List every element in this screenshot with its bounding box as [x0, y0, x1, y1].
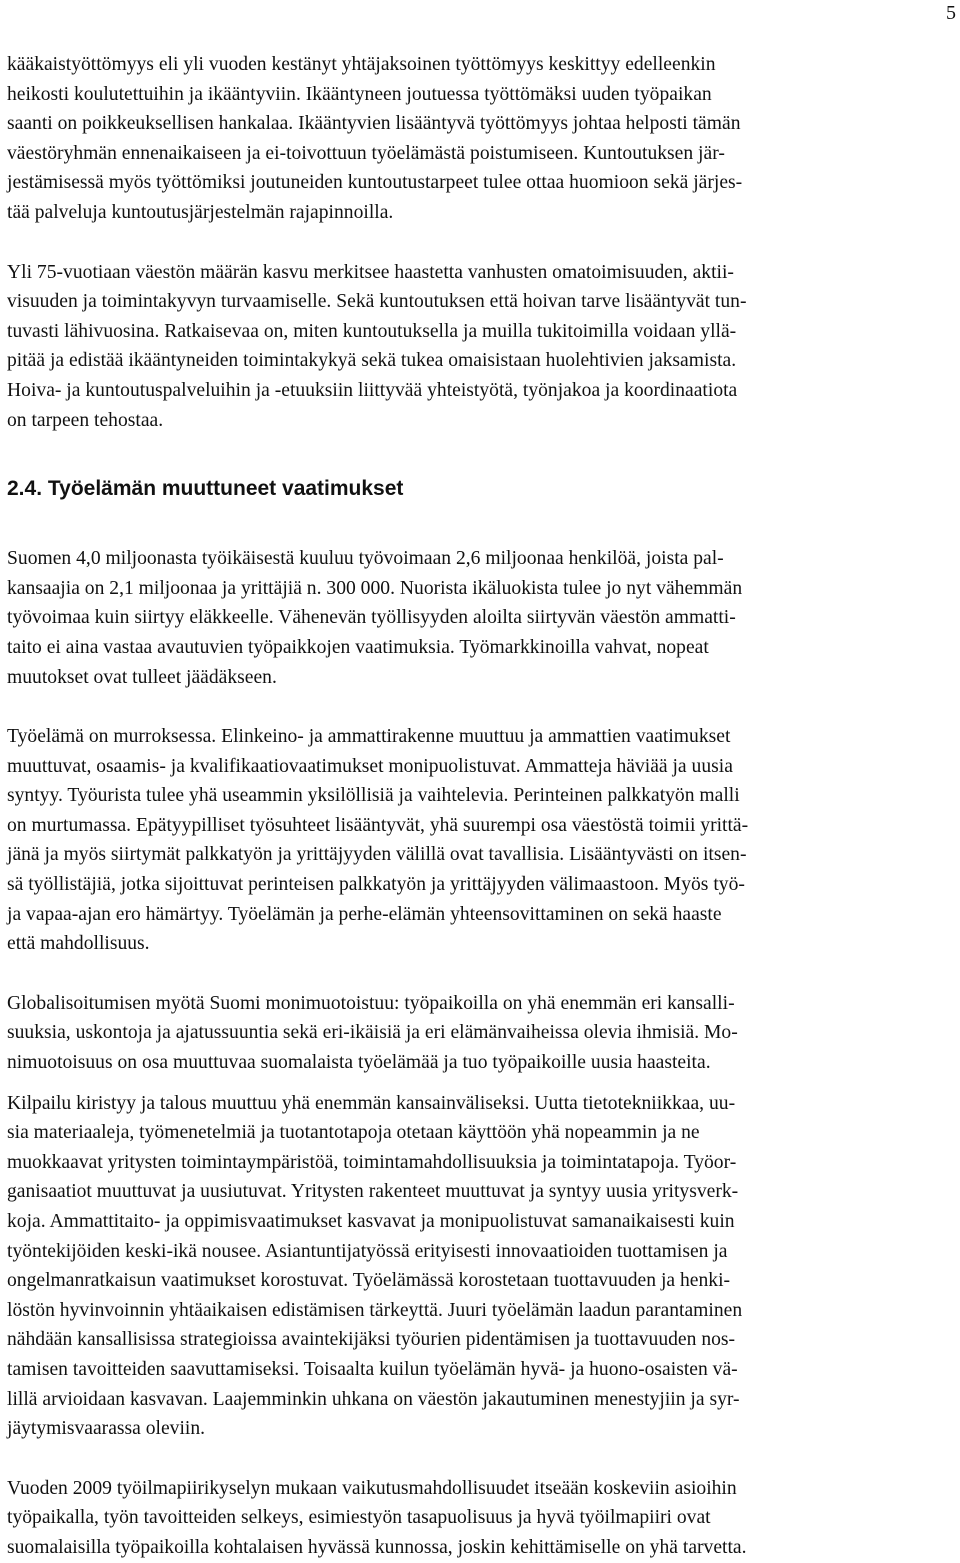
section-heading: [7, 475, 953, 503]
paragraph-work-climate-survey: Vuoden 2009 työilmapiirikyselyn mukaan vaikutusmahdollisuudet itseään koskeviin asioihin työpaikalla, työn tavoitteiden selkeys, esimiestyön tasapuolisuus ja hyvä työilmapiiri ovat suomalaisilla työpaikoilla kohtalaisen hyvässä kunnossa, joskin kehittämiselle on yhä tarvetta.: [7, 1477, 747, 1558]
paragraph-competition: Kilpailu kiristyy ja talous muuttuu yhä enemmän kansainväliseksi. Uutta tietotekniikkaa, uu- sia materiaaleja, työmenetelmiä ja tuotantotapoja otetaan käyttöön yhä nopeammin ja ne muokkaavat yritysten toimintaympäristöä, toimintamahdollisuuksia ja toimintatapoja. Työor- ganisaatiot muuttuvat ja uusiutuvat. Yritysten rakenteet muuttuvat ja syntyy uusia yritysverk- koja. Ammattitaito- ja oppimisvaatimukset kasvavat ja monipuolistuvat samanaikaisesti kuin työntekijöiden keski-ikä nousee. Asiantuntijatyössä erityisesti innovaatioiden tuottamisen ja ongelmanratkaisun vaatimukset korostuvat. Työelämässä korostetaan tuottavuuden ja henki- löstön hyvinvoinnin yhtäaikaisen edistämisen tärkeyttä. Juuri työelämän laadun parantaminen nähdään kansallisissa strategioissa avaintekijäksi työurien pidentämisen ja tuottavuuden nos- tamisen tavoitteiden saavuttamiseksi. Toisaalta kuilun työelämän hyvä- ja huono-osaisten vä- lillä arvioidaan kasvavan. Laajemminkin uhkana on väestön jakautuminen menestyjiin ja syr- jäytymisvaarassa oleviin.: [7, 1092, 743, 1440]
document-body: [7, 50, 953, 1563]
page-number: 5: [946, 2, 956, 24]
paragraph-unemployment: kääkaistyöttömyys eli yli vuoden kestänyt yhtäjaksoinen työttömyys keskittyy edelleenkin heikosti koulutettuihin ja ikääntyviin. Ikääntyneen joutuessa työttömäksi uuden työpaikan saanti on poikkeuksellisen hankalaa. Ikääntyvien lisääntyvä työttömyys johtaa helposti tämän väestöryhmän ennenaikaiseen ja ei-toivottuun työelämästä poistumiseen. Kuntoutuksen jär- jestämisessä myös työttömiksi joutuneiden kuntoutustarpeet tulee ottaa huomioon sekä järjes- tää palveluja kuntoutusjärjestelmän rajapinnoilla.: [7, 54, 743, 223]
section-number: 2.4.: [7, 477, 43, 501]
paragraph-elderly-population: Yli 75-vuotiaan väestön määrän kasvu merkitsee haastetta vanhusten omatoimisuuden, aktii- visuuden ja toimintakyvyn turvaamiselle. Sekä kuntoutuksen että hoivan tarve lisääntyvät tun- tuvasti lähivuosina. Ratkaisevaa on, miten kuntoutuksella ja muilla tukitoimilla voidaan yllä- pitää ja edistää ikääntyneiden toimintakykyä sekä tukea omaisistaan huolehtivien jaksamista. Hoiva- ja kuntoutuspalveluihin ja -etuuksiin liittyvää yhteistyötä, työnjakoa ja koordinaatiota on tarpeen tehostaa.: [7, 261, 747, 431]
paragraph-globalisation: Globalisoitumisen myötä Suomi monimuotoistuu: työpaikoilla on yhä enemmän eri kansalli- suuksia, uskontoja ja ajatussuuntia sekä eri-ikäisiä ja eri elämänvaiheissa olevia ihmisiä. Mo- nimuotoisuus on osa muuttuvaa suomalaista työelämää ja tuo työpaikoille uusia haasteita.: [7, 992, 738, 1074]
paragraph-workforce: Suomen 4,0 miljoonasta työikäisestä kuuluu työvoimaan 2,6 miljoonaa henkilöä, joista pal- kansaajia on 2,1 miljoonaa ja yrittäjiä n. 300 000. Nuorista ikäluokista tulee jo nyt vähemmän työvoimaa kuin siirtyy eläkkeelle. Vähenevän työllisyyden aloilta siirtyvän väestön ammatti- taito ei aina vastaa avautuvien työpaikkojen vaatimuksia. Työmarkkinoilla vahvat, nopeat muutokset ovat tulleet jäädäkseen.: [7, 548, 743, 688]
paragraph-working-life-change: Työelämä on murroksessa. Elinkeino- ja ammattirakenne muuttuu ja ammattien vaatimukset muuttuvat, osaamis- ja kvalifikaatiovaatimukset monipuolistuvat. Ammatteja häviää ja uusia syntyy. Työurista tulee yhä useammin yksilöllisiä ja vaihtelevia. Perinteinen palkkatyön malli on murtumassa. Epätyypilliset työsuhteet lisääntyvät, yhä suurempi osa väestöstä toimii yrittä- jänä ja myös siirtymät palkkatyön ja yrittäjyyden välillä ovat tavallisia. Lisääntyvästi on itsen- sä työllistäjiä, jotka sijoittuvat perinteisen palkkatyön ja yrittäjyyden välimaastoon. Myös työ- ja vapaa-ajan ero hämärtyy. Työelämän ja perhe-elämän yhteensovittaminen on sekä haaste että mahdollisuus.: [7, 726, 749, 955]
section-title: Työelämän muuttuneet vaatimukset: [47, 477, 404, 501]
